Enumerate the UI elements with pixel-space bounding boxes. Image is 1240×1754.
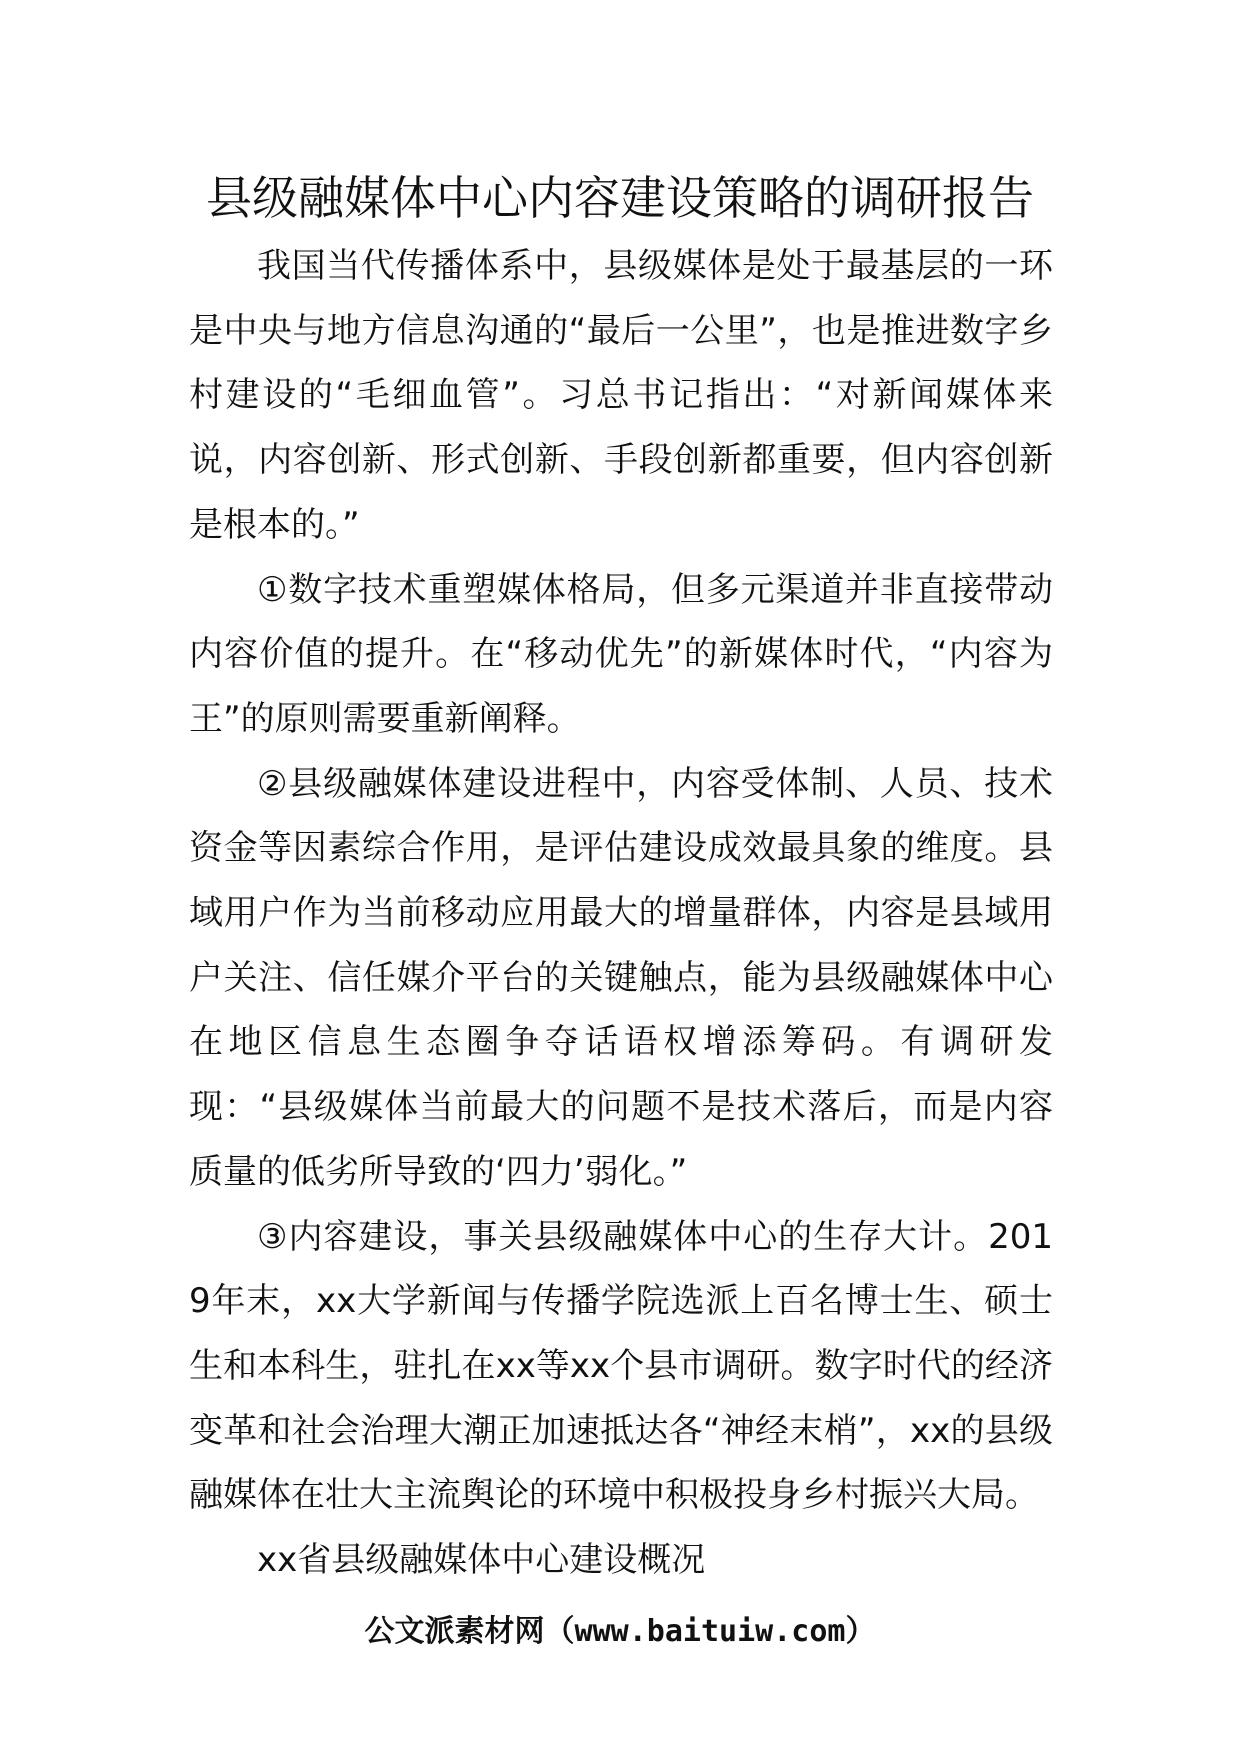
- document-title: 县级融媒体中心内容建设策略的调研报告: [206, 171, 1034, 225]
- paragraph-point-1: ①数字技术重塑媒体格局，但多元渠道并非直接带动内容价值的提升。在“移动优先”的新媒体时代，“内容为王”的原则需要重新阐释。: [189, 569, 1053, 739]
- paragraph-point-3: ③内容建设，事关县级融媒体中心的生存大计。2019年末，xx大学新闻与传播学院选派上百名博士生、硕士生和本科生，驻扎在xx等xx个县市调研。数字时代的经济变革和社会治理大潮正加速抵达各“神经末梢”，xx的县级融媒体在壮大主流舆论的环境中积极投身乡村振兴大局。: [189, 1216, 1053, 1516]
- footer-watermark: 公文派素材网（www.baituiw.com）: [364, 1614, 876, 1649]
- paragraph-intro: 我国当代传播体系中，县级媒体是处于最基层的一环是中央与地方信息沟通的“最后一公里”，也是推进数字乡村建设的“毛细血管”。习总书记指出：“对新闻媒体来说，内容创新、形式创新、手段创新都重要，但内容创新是根本的。”: [189, 246, 1053, 545]
- paragraph-point-2: ②县级融媒体建设进程中，内容受体制、人员、技术资金等因素综合作用，是评估建设成效最具象的维度。县域用户作为当前移动应用最大的增量群体，内容是县域用户关注、信任媒介平台的关键触点，能为县级融媒体中心在地区信息生态圈争夺话语权增添筹码。有调研发现：“县级媒体当前最大的问题不是技术落后，而是内容质量的低劣所导致的‘四力’弱化。”: [189, 763, 1053, 1192]
- section-heading: xx省县级融媒体中心建设概况: [257, 1540, 706, 1581]
- document-body: [189, 234, 1053, 1593]
